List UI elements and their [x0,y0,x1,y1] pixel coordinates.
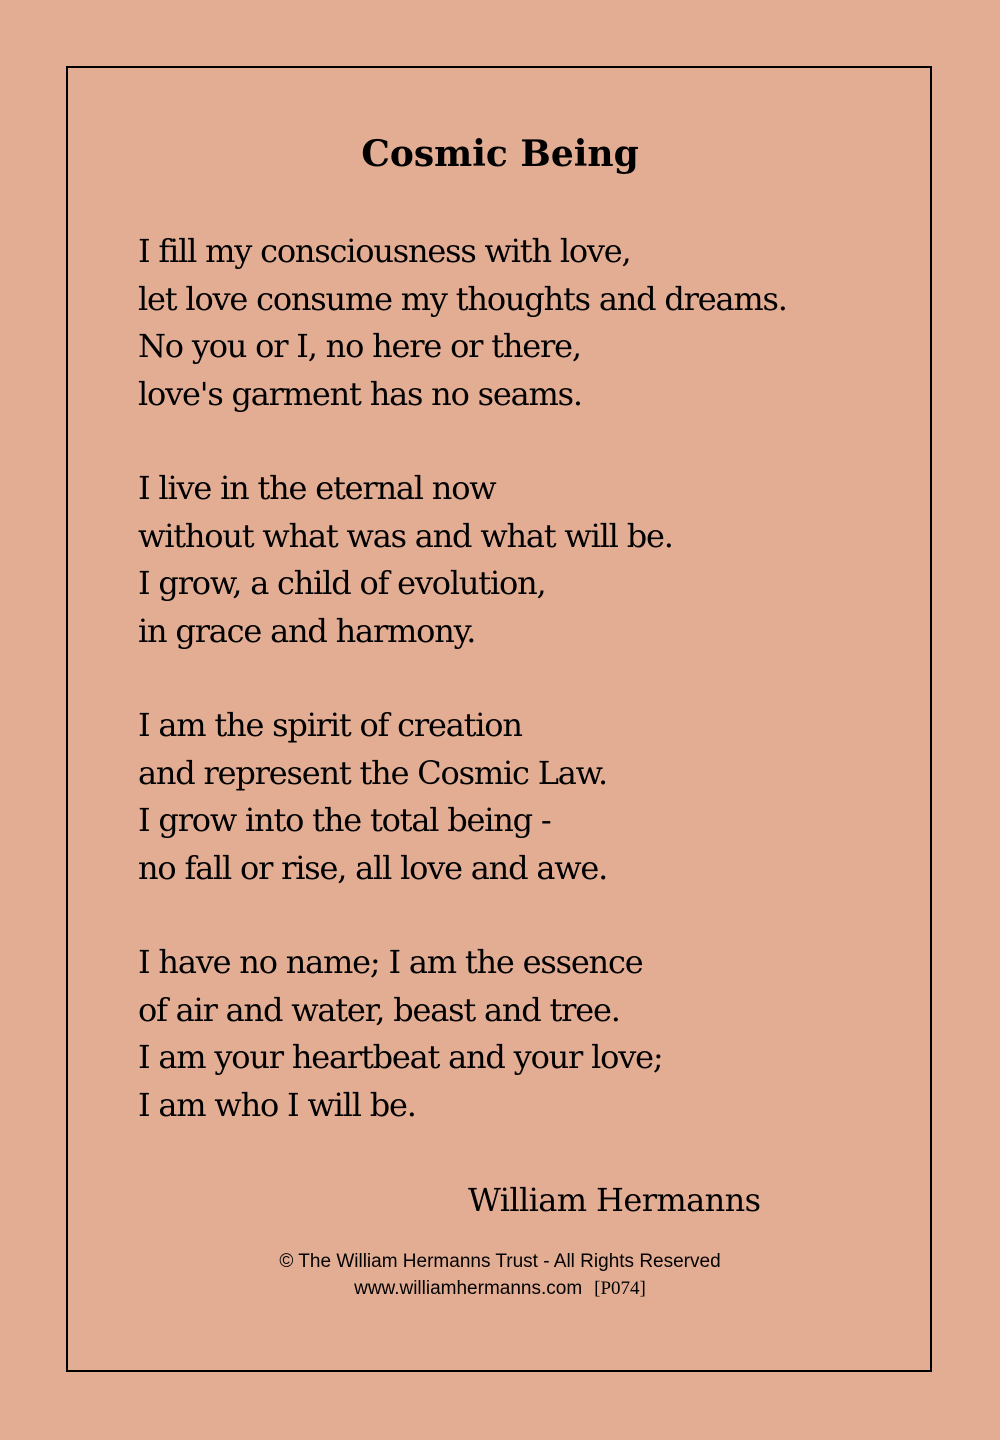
poem-line: I live in the eternal now [138,469,496,507]
poem-line: I grow, a child of evolution, [138,564,546,602]
poem-line: without what was and what will be. [138,516,673,555]
poem-code: [P074] [594,1278,646,1299]
poem-line: I have no name; I am the essence [138,943,643,981]
stanza-4 [138,939,898,1129]
poem-line: I am your heartbeat and your love; [138,1038,663,1076]
footer-url-line [0,1275,1000,1302]
poem-line: let love consume my thoughts and dreams. [138,279,787,318]
stanza-1 [138,228,898,418]
poem-line: No you or I, no here or there, [138,327,581,365]
poem-line: of air and water, beast and tree. [138,990,620,1029]
poem-line: no fall or rise, all love and awe. [138,848,608,887]
poem-line: I am who I will be. [138,1085,416,1124]
poem-line: and represent the Cosmic Law. [138,753,608,792]
stanza-3 [138,702,898,892]
poem-body [138,228,898,1176]
poem-line: love's garment has no seams. [138,374,582,413]
copyright-notice: © The William Hermanns Trust - All Rights Reserved [279,1251,721,1272]
poem-line: I am the spirit of creation [138,706,522,744]
stanza-2 [138,465,898,655]
website-link[interactable]: www.williamhermanns.com [354,1278,583,1299]
poem-line: I fill my consciousness with love, [138,232,631,270]
poem-line: in grace and harmony. [138,611,476,650]
poem-title: Cosmic Being [361,133,639,175]
poem-line: I grow into the total being - [138,801,551,839]
author-name: William Hermanns [468,1181,761,1219]
